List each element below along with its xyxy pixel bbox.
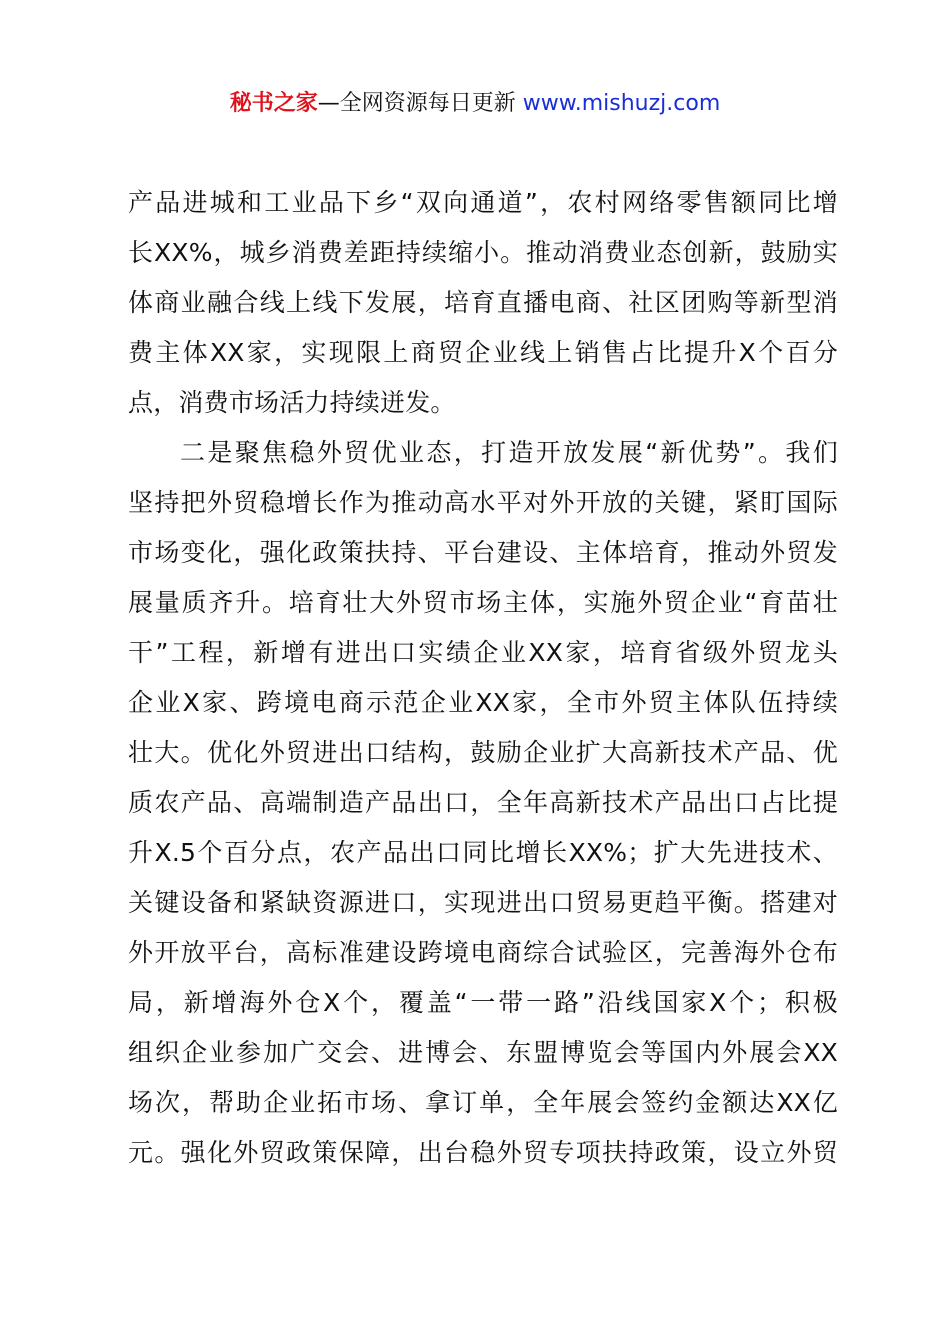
page-header xyxy=(0,88,950,120)
text-line: 市场变化，强化政策扶持、平台建设、主体培育，推动外贸发 xyxy=(128,538,838,567)
text-line: 关键设备和紧缺资源进口，实现进出口贸易更趋平衡。搭建对 xyxy=(128,888,838,917)
brand-name: 秘书之家 xyxy=(229,91,318,116)
text-line: 坚持把外贸稳增长作为推动高水平对外开放的关键，紧盯国际 xyxy=(128,488,838,517)
text-line: 升X.5个百分点，农产品出口同比增长XX%；扩大先进技术、 xyxy=(128,838,838,867)
text-line: 企业X家、跨境电商示范企业XX家，全市外贸主体队伍持续 xyxy=(128,688,838,717)
text-line: 质农产品、高端制造产品出口，全年高新技术产品出口占比提 xyxy=(128,788,838,817)
text-line: 外开放平台，高标准建设跨境电商综合试验区，完善海外仓布 xyxy=(128,938,838,967)
text-line: 长XX%，城乡消费差距持续缩小。推动消费业态创新，鼓励实 xyxy=(128,238,838,267)
text-line: 点，消费市场活力持续迸发。 xyxy=(128,388,456,417)
header-slogan: —全网资源每日更新 xyxy=(317,91,523,116)
text-line: 壮大。优化外贸进出口结构，鼓励企业扩大高新技术产品、优 xyxy=(128,738,838,767)
site-url-link[interactable]: www.mishuzj.com xyxy=(522,91,721,116)
paragraph-start-line: 二是聚焦稳外贸优业态，打造开放发展“新优势”。我们 xyxy=(180,438,838,467)
text-line: 产品进城和工业品下乡“双向通道”，农村网络零售额同比增 xyxy=(128,188,838,217)
text-line: 场次，帮助企业拓市场、拿订单，全年展会签约金额达XX亿 xyxy=(128,1088,838,1117)
text-line: 局，新增海外仓X个，覆盖“一带一路”沿线国家X个；积极 xyxy=(128,988,838,1017)
document-body xyxy=(128,178,838,1178)
text-line: 干”工程，新增有进出口实绩企业XX家，培育省级外贸龙头 xyxy=(128,638,838,667)
text-line: 费主体XX家，实现限上商贸企业线上销售占比提升X个百分 xyxy=(128,338,838,367)
text-line: 体商业融合线上线下发展，培育直播电商、社区团购等新型消 xyxy=(128,288,838,317)
text-line: 元。强化外贸政策保障，出台稳外贸专项扶持政策，设立外贸 xyxy=(128,1138,838,1167)
text-line: 组织企业参加广交会、进博会、东盟博览会等国内外展会XX xyxy=(128,1038,838,1067)
text-line: 展量质齐升。培育壮大外贸市场主体，实施外贸企业“育苗壮 xyxy=(128,588,838,617)
